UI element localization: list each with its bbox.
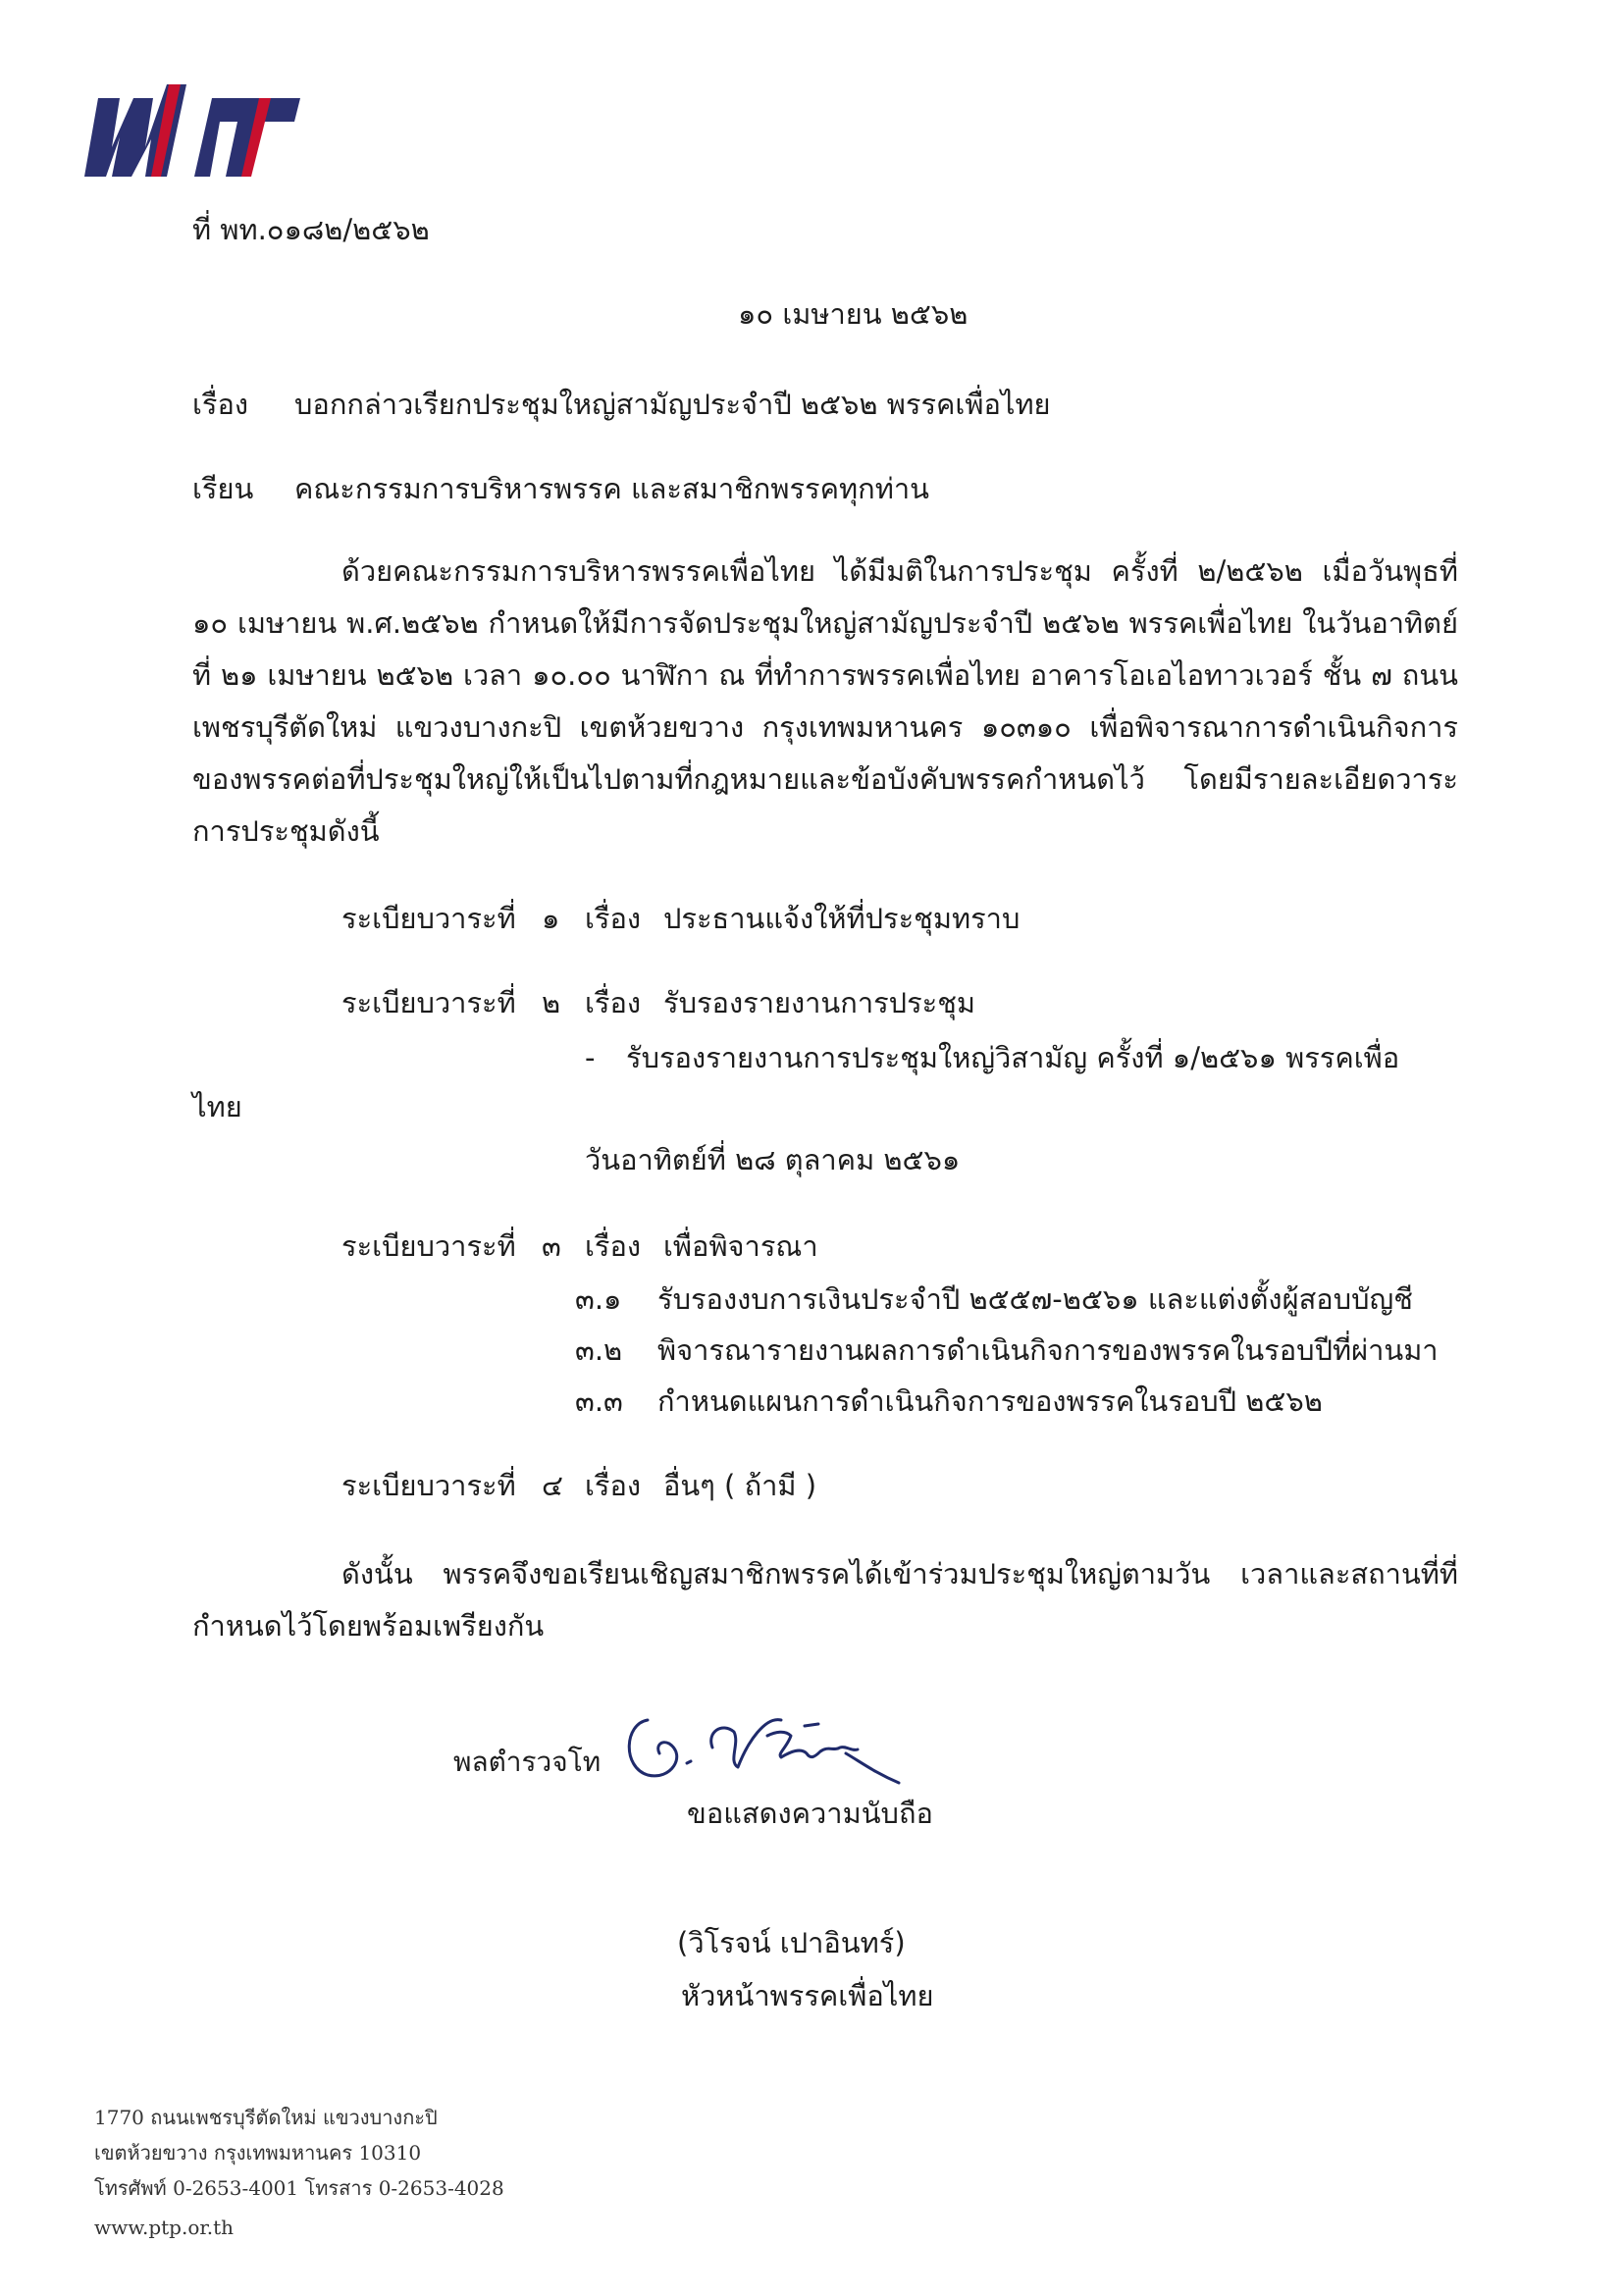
- agenda-3-item-number: ๓.๒: [575, 1333, 623, 1367]
- agenda-3-item-number: ๓.๑: [575, 1282, 622, 1316]
- signer-rank: พลตำรวจโท: [453, 1746, 602, 1778]
- footer-phone-fax: โทรศัพท์ 0-2653-4001 โทรสาร 0-2653-4028: [94, 2176, 504, 2200]
- subject-label: เรื่อง: [192, 388, 249, 421]
- agenda-1-number: ๑: [542, 902, 560, 935]
- agenda-2-topic-label: เรื่อง: [585, 986, 642, 1019]
- agenda-3-item-text: กำหนดแผนการดำเนินกิจการของพรรคในรอบปี ๒๕๖๒: [657, 1384, 1323, 1418]
- reference-number: ที่ พท.๐๑๘๒/๒๕๖๒: [192, 213, 430, 246]
- agenda-3-label: ระเบียบวาระที่: [341, 1229, 516, 1263]
- agenda-2-sub-wrap: ไทย: [192, 1090, 242, 1123]
- agenda-2-sub-line-2: วันอาทิตย์ที่ ๒๘ ตุลาคม ๒๕๖๑: [585, 1143, 961, 1176]
- footer-address-line-2: เขตห้วยขวาง กรุงเทพมหานคร 10310: [94, 2141, 422, 2165]
- agenda-3-topic-label: เรื่อง: [585, 1229, 642, 1263]
- agenda-2-sub-line-1: รับรองรายงานการประชุมใหญ่วิสามัญ ครั้งที่ ๑/๒๕๖๑ พรรคเพื่อ: [626, 1041, 1400, 1074]
- recipient-label: เรียน: [192, 472, 254, 505]
- subject-text: บอกกล่าวเรียกประชุมใหญ่สามัญประจำปี ๒๕๖๒ พรรคเพื่อไทย: [294, 388, 1051, 421]
- agenda-2-number: ๒: [542, 986, 561, 1019]
- agenda-2-label: ระเบียบวาระที่: [341, 986, 516, 1019]
- agenda-3-topic: เพื่อพิจารณา: [663, 1229, 818, 1263]
- regards-line: ขอแสดงความนับถือ: [687, 1797, 933, 1830]
- agenda-3-item-number: ๓.๓: [575, 1384, 623, 1418]
- letter-date: ๑๐ เมษายน ๒๕๖๒: [738, 297, 969, 331]
- agenda-4-number: ๔: [542, 1469, 563, 1502]
- agenda-1-topic: ประธานแจ้งให้ที่ประชุมทราบ: [663, 902, 1021, 935]
- agenda-4-topic-label: เรื่อง: [585, 1469, 642, 1502]
- agenda-4-topic: อื่นๆ ( ถ้ามี ): [663, 1469, 817, 1502]
- agenda-3-number: ๓: [542, 1229, 561, 1263]
- agenda-1-label: ระเบียบวาระที่: [341, 902, 516, 935]
- intro-paragraph: ด้วยคณะกรรมการบริหารพรรคเพื่อไทย ได้มีมติในการประชุม ครั้งที่ ๒/๒๕๖๒ เมื่อวันพุธที่ ๑๐ เมษายน พ.ศ.๒๕๖๒ กำหนดให้มีการจัดประชุมใหญ่สามัญประจำปี ๒๕๖๒ พรรคเพื่อไทย ในวันอาทิตย์ที่ ๒๑ เมษายน ๒๕๖๒ เวลา ๑๐.๐๐ นาฬิกา ณ ที่ทำการพรรคเพื่อไทย อาคารโอเอไอทาวเวอร์ ชั้น ๗ ถนนเพชรบุรีตัดใหม่ แขวงบางกะปิ เขตห้วยขวาง กรุงเทพมหานคร ๑๐๓๑๐ เพื่อพิจารณาการดำเนินกิจการของพรรคต่อที่ประชุมใหญ่ให้เป็นไปตามที่กฎหมายและข้อบังคับพรรคกำหนดไว้ โดยมีรายละเอียดวาระการประชุมดังนี้: [192, 554, 1458, 848]
- signature: [618, 1702, 922, 1791]
- agenda-2-topic: รับรองรายงานการประชุม: [663, 986, 976, 1019]
- signer-position: หัวหน้าพรรคเพื่อไทย: [681, 1979, 934, 2012]
- footer-address-line-1: 1770 ถนนเพชรบุรีตัดใหม่ แขวงบางกะปิ: [94, 2106, 438, 2129]
- recipient-text: คณะกรรมการบริหารพรรค และสมาชิกพรรคทุกท่าน: [294, 472, 929, 505]
- signer-name: (วิโรจน์ เปาอินทร์): [677, 1926, 906, 1959]
- agenda-1-topic-label: เรื่อง: [585, 902, 642, 935]
- agenda-2-sub-dash: -: [585, 1041, 596, 1074]
- agenda-4-label: ระเบียบวาระที่: [341, 1469, 516, 1502]
- agenda-3-item-text: รับรองงบการเงินประจำปี ๒๕๕๗-๒๕๖๑ และแต่งตั้งผู้สอบบัญชี: [657, 1282, 1413, 1316]
- closing-paragraph: ดังนั้น พรรคจึงขอเรียนเชิญสมาชิกพรรคได้เข้าร่วมประชุมใหญ่ตามวัน เวลาและสถานที่ที่กำหนดไว้โดยพร้อมเพรียงกัน: [192, 1557, 1458, 1643]
- footer-website: www.ptp.or.th: [94, 2216, 235, 2239]
- party-logo: [84, 78, 300, 181]
- agenda-3-item-text: พิจารณารายงานผลการดำเนินกิจการของพรรคในรอบปีที่ผ่านมา: [657, 1333, 1439, 1367]
